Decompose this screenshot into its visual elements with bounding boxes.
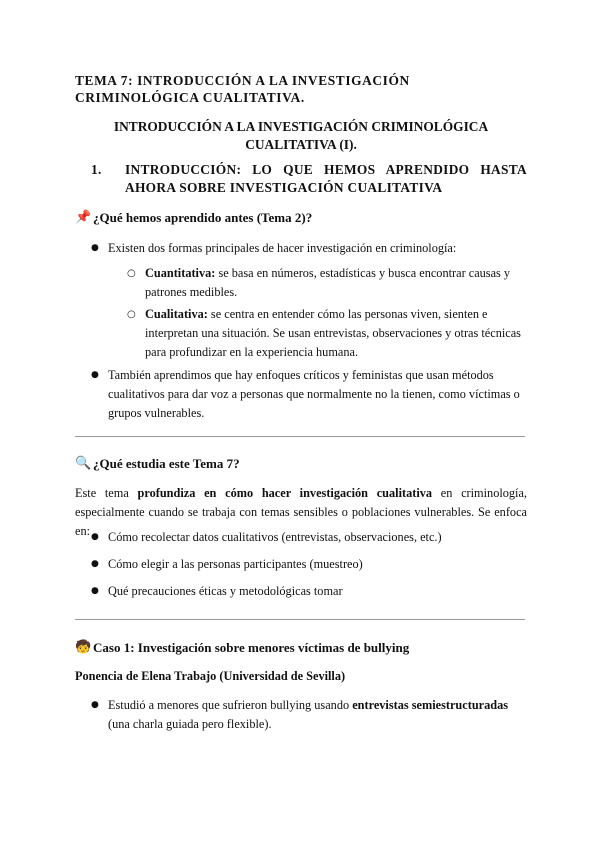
circle-bullet-icon: ○: [127, 309, 136, 320]
bullet-icon: ●: [91, 370, 99, 380]
horizontal-divider: [75, 619, 525, 620]
list-item-text: Qué precauciones éticas y metodológicas tomar: [108, 584, 343, 598]
list-item-text: Cómo recolectar datos cualitativos (entrevistas, observaciones, etc.): [108, 530, 442, 544]
bullet-icon: ●: [91, 586, 99, 596]
block3-heading-text: Caso 1: Investigación sobre menores víctimas de bullying: [93, 640, 410, 655]
section-heading: [75, 161, 527, 197]
child-icon: 🧒: [75, 640, 92, 655]
block2-heading: [75, 455, 527, 473]
list-item: [91, 528, 526, 547]
sub-list-item: [127, 264, 523, 302]
block3-heading: [75, 639, 527, 657]
magnifier-icon: 🔍: [75, 456, 92, 471]
section-title: INTRODUCCIÓN: LO QUE HEMOS APRENDIDO HASTA AHORA SOBRE INVESTIGACIÓN CUALITATIVA: [125, 162, 527, 195]
list-item-text: También aprendimos que hay enfoques críticos y feministas que usan métodos cualitativos para dar voz a personas que normalmente no la tienen, como víctimas o grupos vulnerables.: [108, 368, 520, 420]
intro-emphasis: profundiza en cómo hacer investigación cualitativa: [137, 486, 433, 500]
list-item-text: Existen dos formas principales de hacer investigación en criminología:: [108, 241, 457, 255]
block1-heading-text: ¿Qué hemos aprendido antes (Tema 2)?: [93, 210, 313, 225]
block1-heading: [75, 209, 527, 227]
sub-item-label: Cualitativa:: [145, 307, 208, 321]
list-item-text: Cómo elegir a las personas participantes (muestreo): [108, 557, 363, 571]
horizontal-divider: [75, 436, 525, 437]
document-title: TEMA 7: INTRODUCCIÓN A LA INVESTIGACIÓN CRIMINOLÓGICA CUALITATIVA.: [75, 73, 410, 105]
list-item: [91, 239, 528, 258]
list-item: [91, 555, 526, 574]
list-item: [91, 582, 526, 601]
block2-heading-text: ¿Qué estudia este Tema 7?: [93, 456, 240, 471]
list-item: ● Estudió a menores que sufrieron bullying usando entrevistas semiestructuradas (una charla guiada pero flexible).: [91, 698, 509, 731]
pushpin-icon: 📌: [75, 210, 92, 225]
document-subtitle: INTRODUCCIÓN A LA INVESTIGACIÓN CRIMINOLÓGICA CUALITATIVA (I).: [113, 119, 489, 152]
sub-item-text: se basa en números, estadísticas y busca encontrar causas y patrones medibles.: [145, 266, 511, 299]
circle-bullet-icon: ○: [127, 268, 136, 279]
block2-intro: Este tema profundiza en cómo hacer investigación cualitativa en criminología, especialmente cuando se trabaja con temas sensibles o poblaciones vulnerables. Se enfoca en:: [75, 486, 527, 538]
ponencia-line: Ponencia de Elena Trabajo (Universidad de Sevilla): [75, 669, 346, 683]
list-item: [91, 366, 526, 423]
bullet-icon: ●: [91, 559, 99, 569]
bullet-icon: ●: [91, 532, 99, 542]
bullet-icon: ●: [91, 243, 99, 253]
section-number: 1.: [91, 162, 102, 177]
sub-list-item: [127, 305, 523, 362]
sub-item-text: se centra en entender cómo las personas viven, sienten e interpretan una situación. Se usan entrevistas, observaciones y otras técnicas para profundizar en la experiencia humana.: [145, 307, 521, 359]
bullet-emphasis: entrevistas semiestructuradas: [352, 698, 509, 712]
sub-item-label: Cuantitativa:: [145, 266, 216, 280]
bullet-icon: ●: [91, 700, 99, 710]
